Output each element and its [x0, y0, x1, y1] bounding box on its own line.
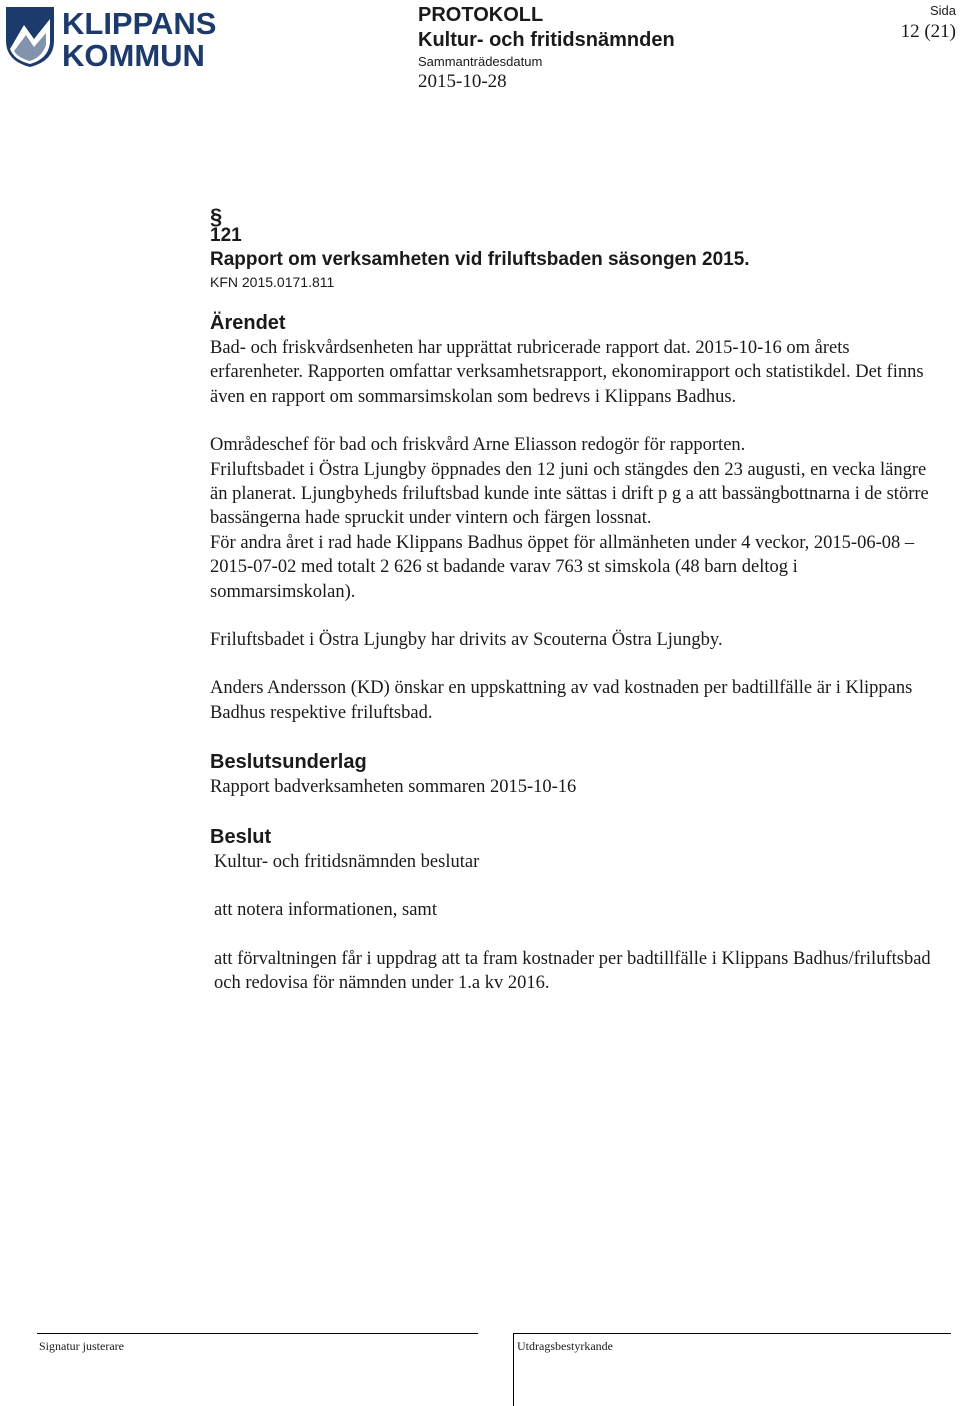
paragraph: Anders Andersson (KD) önskar en uppskattning av vad kostnaden per badtillfälle är i Klippans Badhus respektive friluftsbad.: [210, 678, 913, 723]
heading-beslut: Beslut: [210, 825, 272, 848]
case-title: Rapport om verksamheten vid friluftsbaden säsongen 2015.: [210, 249, 750, 270]
municipality-logo: [4, 5, 216, 69]
paragraph: Friluftsbadet i Östra Ljungby har drivits av Scouterna Östra Ljungby.: [210, 630, 723, 651]
section-sign: §: [210, 204, 223, 229]
footer-divider: [513, 1333, 514, 1406]
extract-line: [513, 1333, 951, 1334]
logo-text-line1: KLIPPANS: [62, 6, 216, 41]
signature-label: Signatur justerare: [39, 1339, 124, 1353]
case-reference: KFN 2015.0171.811: [210, 274, 335, 290]
paragraph: att notera informationen, samt: [214, 900, 437, 921]
committee-name: Kultur- och fritidsnämnden: [418, 29, 675, 51]
heading-arendet: Ärendet: [210, 312, 286, 334]
logo-text-line2: KOMMUN: [62, 38, 205, 69]
paragraph: Bad- och friskvårdsenheten har upprättat rubricerade rapport dat. 2015-10-16 om årets erfarenheter. Rapporten omfattar verksamhetsrapport, ekonomirapport och statistikdel. Det finns även en rapport om sommarsimskolan som bedrevs i Klippans Badhus.: [210, 338, 924, 407]
paragraph: Friluftsbadet i Östra Ljungby öppnades den 12 juni och stängdes den 23 augusti, en vecka längre än planerat. Ljungbyheds friluftsbad kunde inte sättas i drift p g a att bassängbottnarna i de större bassängerna hade spruckit under vintern och färgen lossnat.: [210, 459, 929, 529]
page-info: [901, 2, 956, 45]
meeting-date-label: Sammanträdesdatum: [418, 54, 543, 69]
signature-footer: [37, 1333, 952, 1406]
page-number: 12 (21): [900, 21, 956, 42]
signature-line: [37, 1333, 478, 1334]
document-type: PROTOKOLL: [418, 4, 544, 26]
paragraph: att förvaltningen får i uppdrag att ta fram kostnader per badtillfälle i Klippans Badhus/friluftsbad och redovisa för nämnden under 1.a kv 2016.: [214, 948, 931, 993]
coat-of-arms-icon: [6, 7, 54, 67]
extract-label: Utdragsbestyrkande: [517, 1339, 613, 1353]
meeting-date: 2015-10-28: [418, 71, 507, 92]
document-header: [418, 3, 675, 94]
paragraph: Kultur- och fritidsnämnden beslutar: [214, 851, 480, 872]
page-label: Sida: [929, 3, 956, 18]
paragraph: Rapport badverksamheten sommaren 2015-10-16: [210, 777, 577, 798]
case-number: 121: [210, 225, 242, 246]
document-body: [210, 206, 942, 995]
paragraph: För andra året i rad hade Klippans Badhus öppet för allmänheten under 4 veckor, 2015-06-08 – 2015-07-02 med totalt 2 626 st badande varav 763 st simskola (48 barn deltog i sommarsimskolan).: [210, 532, 915, 602]
heading-beslutsunderlag: Beslutsunderlag: [210, 751, 367, 774]
paragraph: Områdeschef för bad och friskvård Arne Eliasson redogör för rapporten.: [210, 435, 746, 456]
